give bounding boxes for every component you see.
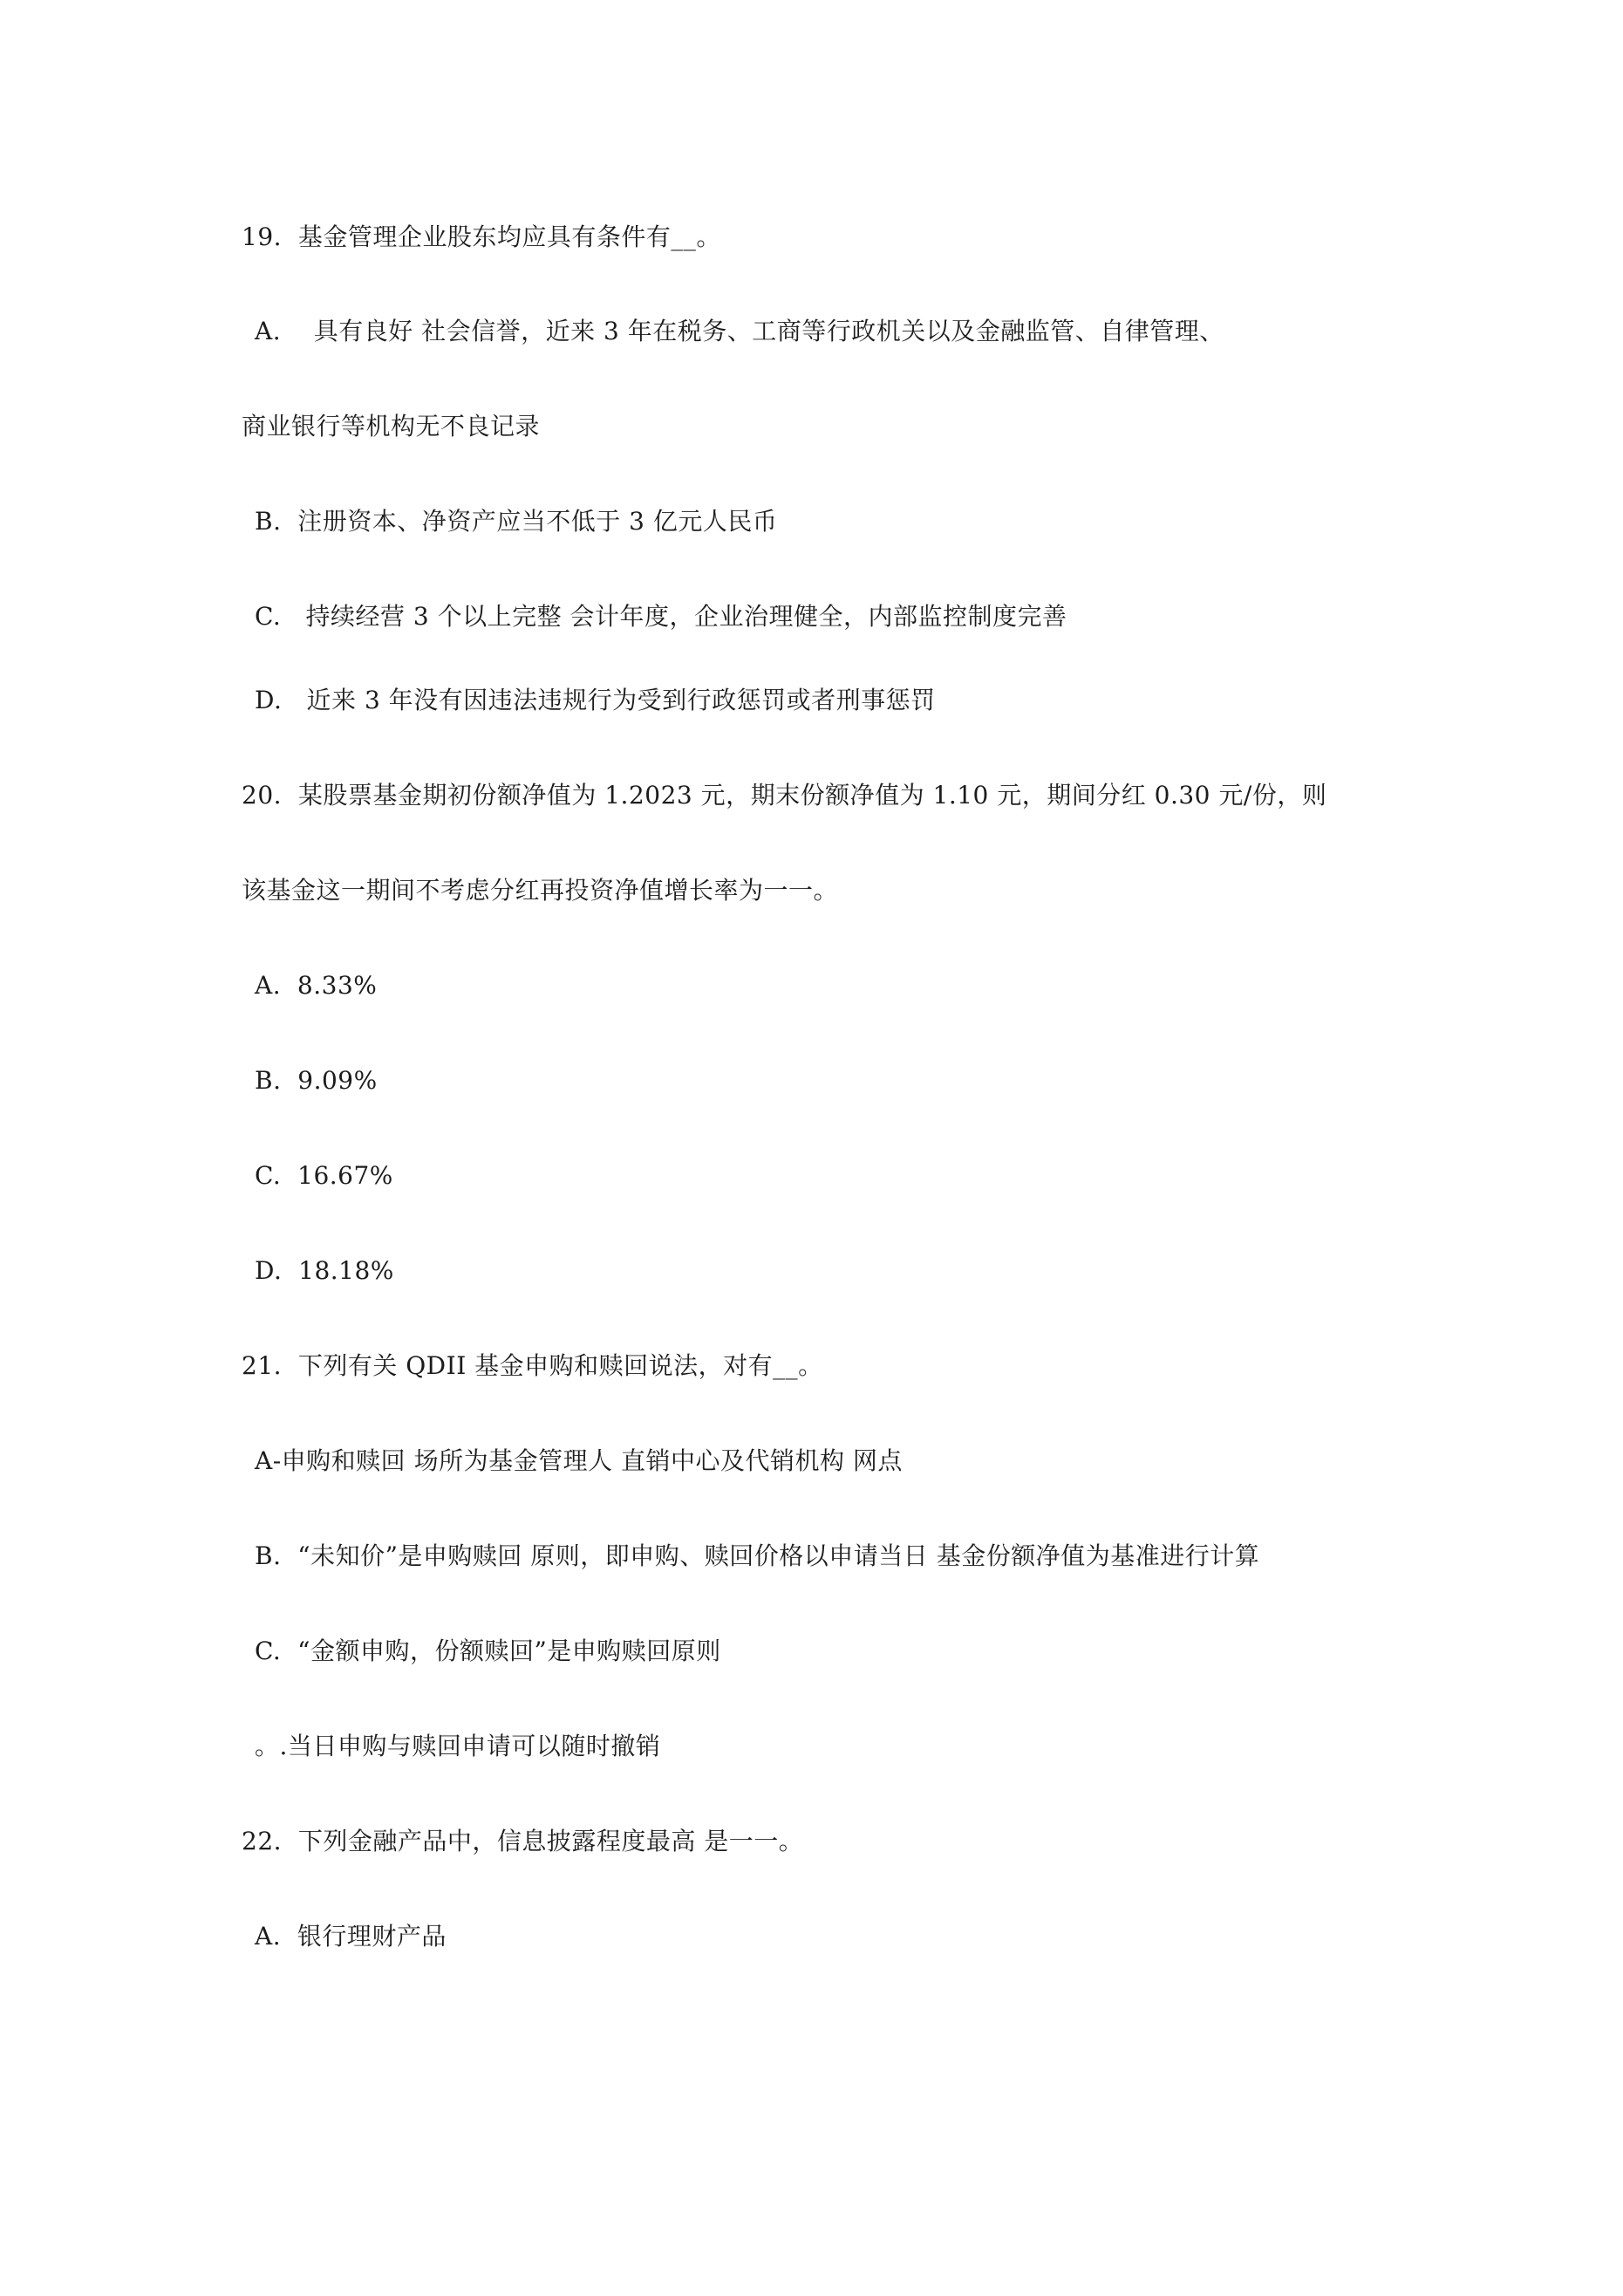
question-19-option-a: A. 具有良好 社会信誉，近来 3 年在税务、工商等行政机关以及金融监管、自律管理、 <box>255 317 1224 345</box>
question-20: 20. 某股票基金期初份额净值为 1.2023 元，期末份额净值为 1.10 元，期间分红 0.30 元/份，则 <box>242 781 1327 810</box>
question-22-option-a: A. 银行理财产品 <box>255 1922 447 1951</box>
question-22: 22. 下列金融产品中，信息披露程度最高 是一一。 <box>242 1827 804 1855</box>
question-19-option-a-continued: 商业银行等机构无不良记录 <box>242 412 541 441</box>
question-21: 21. 下列有关 QDII 基金申购和赎回说法，对有__。 <box>242 1351 823 1380</box>
question-21-option-a: A-申购和赎回 场所为基金管理人 直销中心及代销机构 网点 <box>255 1446 903 1475</box>
question-21-option-b: B. “未知价”是申购赎回 原则，即申购、赎回价格以申请当日 基金份额净值为基准进行计算 <box>255 1541 1260 1570</box>
question-19-option-d: D. 近来 3 年没有因违法违规行为受到行政惩罚或者刑事惩罚 <box>255 686 936 714</box>
question-20-option-a: A. 8.33% <box>255 971 378 1000</box>
question-20-option-b: B. 9.09% <box>255 1066 378 1095</box>
question-19-option-c: C. 持续经营 3 个以上完整 会计年度，企业治理健全，内部监控制度完善 <box>255 602 1067 631</box>
question-19-option-b: B. 注册资本、净资产应当不低于 3 亿元人民币 <box>255 507 778 536</box>
question-21-option-c: C. “金额申购，份额赎回”是申购赎回原则 <box>255 1637 721 1665</box>
question-20-option-d: D. 18.18% <box>255 1256 394 1285</box>
question-21-option-d: 。.当日申购与赎回申请可以随时撤销 <box>255 1732 661 1760</box>
question-19: 19. 基金管理企业股东均应具有条件有__。 <box>242 222 721 251</box>
question-20-continued: 该基金这一期间不考虑分红再投资净值增长率为一一。 <box>242 876 839 905</box>
question-20-option-c: C. 16.67% <box>255 1161 393 1190</box>
